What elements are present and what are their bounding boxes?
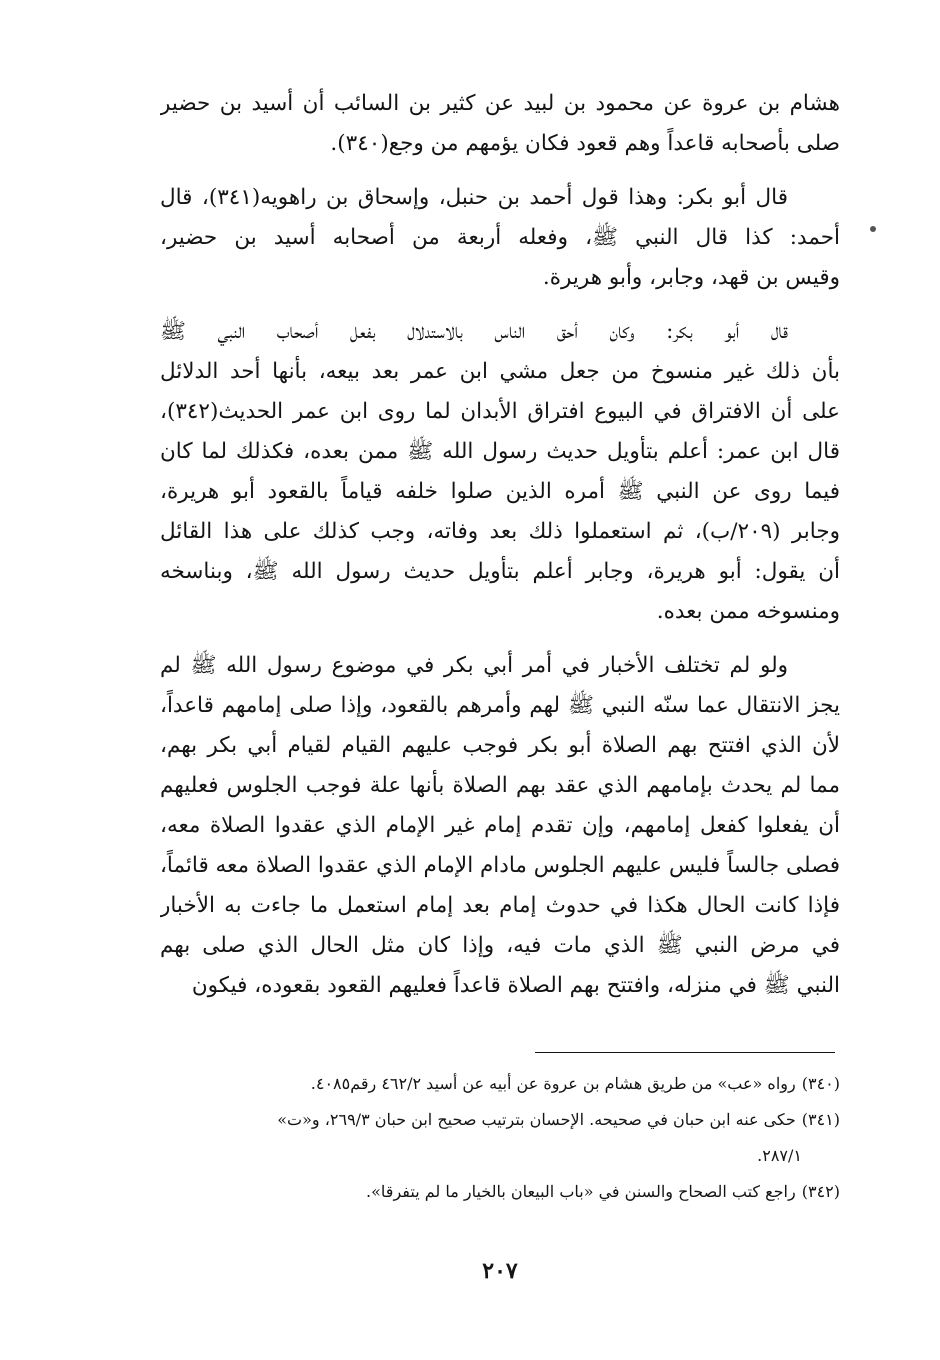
text-line: النبي ﷺ في منزله، وافتتح بهم الصلاة قاعداً فعليهم القعود بقعوده، فيكون [191,973,840,998]
footnote-line [170,1066,840,1102]
footnote-line [170,1102,840,1138]
text-line: أحمد: كذا قال النبي ﷺ، وفعله أربعة من أصحابه أسيد بن حضير، [160,225,840,250]
paragraph [160,646,840,1006]
paragraph-gap [160,632,840,646]
text-line: يجز الانتقال عما سنّه النبي ﷺ لهم وأمرهم بالقعود، وإذا صلى إمامهم قاعداً، [160,693,840,718]
text-line: بأن ذلك غير منسوخ من جعل مشي ابن عمر بعد بيعه، بأنها أحد الدلائل [160,359,840,384]
text-line: صلى بأصحابه قاعداً وهم قعود فكان يؤمهم من وجع(٣٤٠). [330,131,840,156]
page-number: ٢٠٧ [482,1258,518,1284]
text-line: لأن الذي افتتح بهم الصلاة أبو بكر فوجب عليهم القيام لقيام أبي بكر بهم، [160,733,840,758]
text-line: أن يفعلوا كفعل إمامهم، وإن تقدم إمام غير الإمام الذي عقدوا الصلاة معه، [160,813,840,838]
footnote-text: حكى عنه ابن حبان في صحيحه. الإحسان بترتيب صحيح ابن حبان ٢٦٩/٣، و«ت» [277,1110,796,1129]
footnotes [170,1066,840,1210]
footnote-number: (٣٤٠) [801,1074,840,1093]
paragraph-gap [160,164,840,178]
text-line: قال أبو بكر: وكان أحق الناس بالاستدلال بفعل أصحاب النبي ﷺ [160,319,788,344]
text-line: وجابر (٢٠٩/ب)، ثم استعملوا ذلك بعد وفاته، وجب كذلك على هذا القائل [160,519,840,544]
paragraph-gap [160,298,840,312]
footnote-number: (٣٤٢) [801,1182,840,1201]
text-line: هشام بن عروة عن محمود بن لبيد عن كثير بن السائب أن أسيد بن حضير [160,91,840,116]
footnote-separator [535,1052,835,1053]
footnote-number: (٣٤١) [801,1110,840,1129]
text-line: وقيس بن قهد، وجابر، وأبو هريرة. [542,265,840,290]
text-line: قال أبو بكر: وهذا قول أحمد بن حنبل، وإسحاق بن راهويه(٣٤١)، قال [160,185,788,210]
text-line: ومنسوخه ممن بعده. [656,599,840,624]
text-line: أن يقول: أبو هريرة، وجابر أعلم بتأويل حديث رسول الله ﷺ، وبناسخه [160,559,840,584]
text-line: على أن الافتراق في البيوع افتراق الأبدان لما روى ابن عمر الحديث(٣٤٢)، [160,399,840,424]
footnote-text: رواه «عب» من طريق هشام بن عروة عن أبيه عن أسيد ٤٦٢/٢ رقم٤٠٨٥. [310,1074,796,1093]
footnote-line [170,1138,840,1174]
text-line: في مرض النبي ﷺ الذي مات فيه، وإذا كان مثل الحال الذي صلى بهم [160,933,840,958]
paragraph [160,312,840,632]
text-line: فصلى جالساً فليس عليهم الجلوس مادام الإمام الذي عقدوا الصلاة معه قائماً، [160,853,840,878]
footnote-line [170,1174,840,1210]
footnote-text: ٢٨٧/١. [757,1146,802,1165]
paragraph [160,178,840,298]
text-line: قال ابن عمر: أعلم بتأويل حديث رسول الله ﷺ ممن بعده، فكذلك لما كان [160,439,840,464]
text-line: فيما روى عن النبي ﷺ أمره الذين صلوا خلفه قياماً بالقعود أبو هريرة، [160,479,840,504]
page-body [160,84,840,1006]
text-line: مما لم يحدث بإمامهم الذي عقد بهم الصلاة بأنها علة فوجب الجلوس فعليهم [160,773,840,798]
margin-mark [870,226,876,232]
text-line: ولو لم تختلف الأخبار في أمر أبي بكر في موضوع رسول الله ﷺ لم [160,653,788,678]
text-line: فإذا كانت الحال هكذا في حدوث إمام بعد إمام استعمل ما جاءت به الأخبار [160,893,840,918]
footnote-text: راجع كتب الصحاح والسنن في «باب البيعان بالخيار ما لم يتفرقا». [366,1182,796,1201]
paragraph [160,84,840,164]
